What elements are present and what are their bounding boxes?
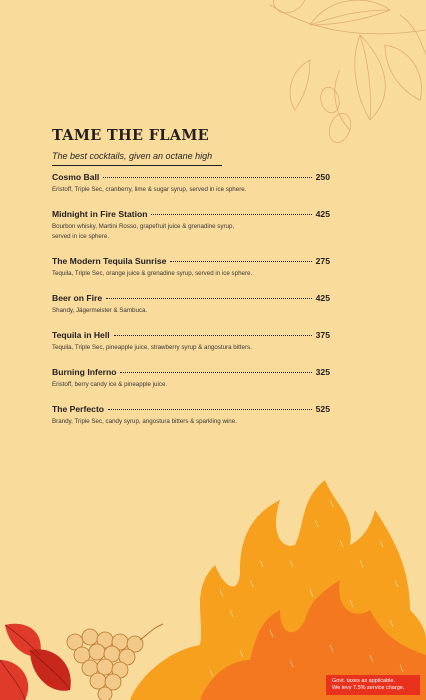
item-description: Tequila, Triple Sec, orange juice & grenadine syrup, served in ice sphere.: [52, 270, 253, 277]
olive-branch-illustration: [250, 0, 426, 170]
leader-dots: [103, 177, 311, 178]
item-name: Midnight in Fire Station: [52, 209, 148, 219]
leader-dots: [106, 298, 312, 299]
menu-list: [52, 171, 330, 440]
item-description: Shandy, Jägermeister & Sambuca.: [52, 307, 148, 314]
menu-item: [52, 292, 330, 316]
item-name: The Modern Tequila Sunrise: [52, 256, 167, 266]
item-description: Eristoff, berry candy ice & pineapple juice.: [52, 381, 168, 388]
item-name: Burning Inferno: [52, 367, 117, 377]
item-name: The Perfecto: [52, 404, 105, 414]
item-name: Tequila in Hell: [52, 330, 110, 340]
item-name: Beer on Fire: [52, 293, 103, 303]
menu-item: [52, 255, 330, 279]
leader-dots: [120, 372, 311, 373]
item-price: 525: [315, 404, 330, 414]
menu-item: [52, 366, 330, 390]
item-price: 425: [315, 293, 330, 303]
menu-item: [52, 403, 330, 427]
flame-illustration: [130, 470, 426, 700]
leader-dots: [151, 214, 311, 215]
item-price: 325: [315, 367, 330, 377]
red-leaves-illustration: [0, 615, 80, 700]
item-description: Eristoff, Triple Sec, cranberry, lime & sugar syrup, served in ice sphere.: [52, 186, 247, 193]
section-subtitle: The best cocktails, given an octane high: [52, 151, 222, 166]
item-description: Bourbon whisky, Martini Rosso, grapefruit juice & grenadine syrup, served in ice sphere.: [52, 223, 235, 240]
item-price: 275: [315, 256, 330, 266]
tax-note-line: Govt. taxes as applicable.: [332, 678, 395, 684]
item-name: Cosmo Ball: [52, 172, 100, 182]
item-description: Tequila, Triple Sec, pineapple juice, strawberry syrup & angostura bitters.: [52, 344, 252, 351]
leader-dots: [108, 409, 312, 410]
item-price: 375: [315, 330, 330, 340]
service-charge-line: We levy 7.5% service charge.: [332, 685, 405, 691]
menu-item: [52, 329, 330, 353]
item-price: 250: [315, 172, 330, 182]
leader-dots: [114, 335, 312, 336]
menu-item: [52, 208, 330, 242]
section-title: TAME THE FLAME: [52, 127, 210, 144]
menu-item: [52, 171, 330, 195]
tax-note: [326, 675, 420, 695]
leader-dots: [170, 261, 311, 262]
item-price: 425: [315, 209, 330, 219]
item-description: Brandy, Triple Sec, candy syrup, angostura bitters & sparkling wine.: [52, 418, 237, 425]
